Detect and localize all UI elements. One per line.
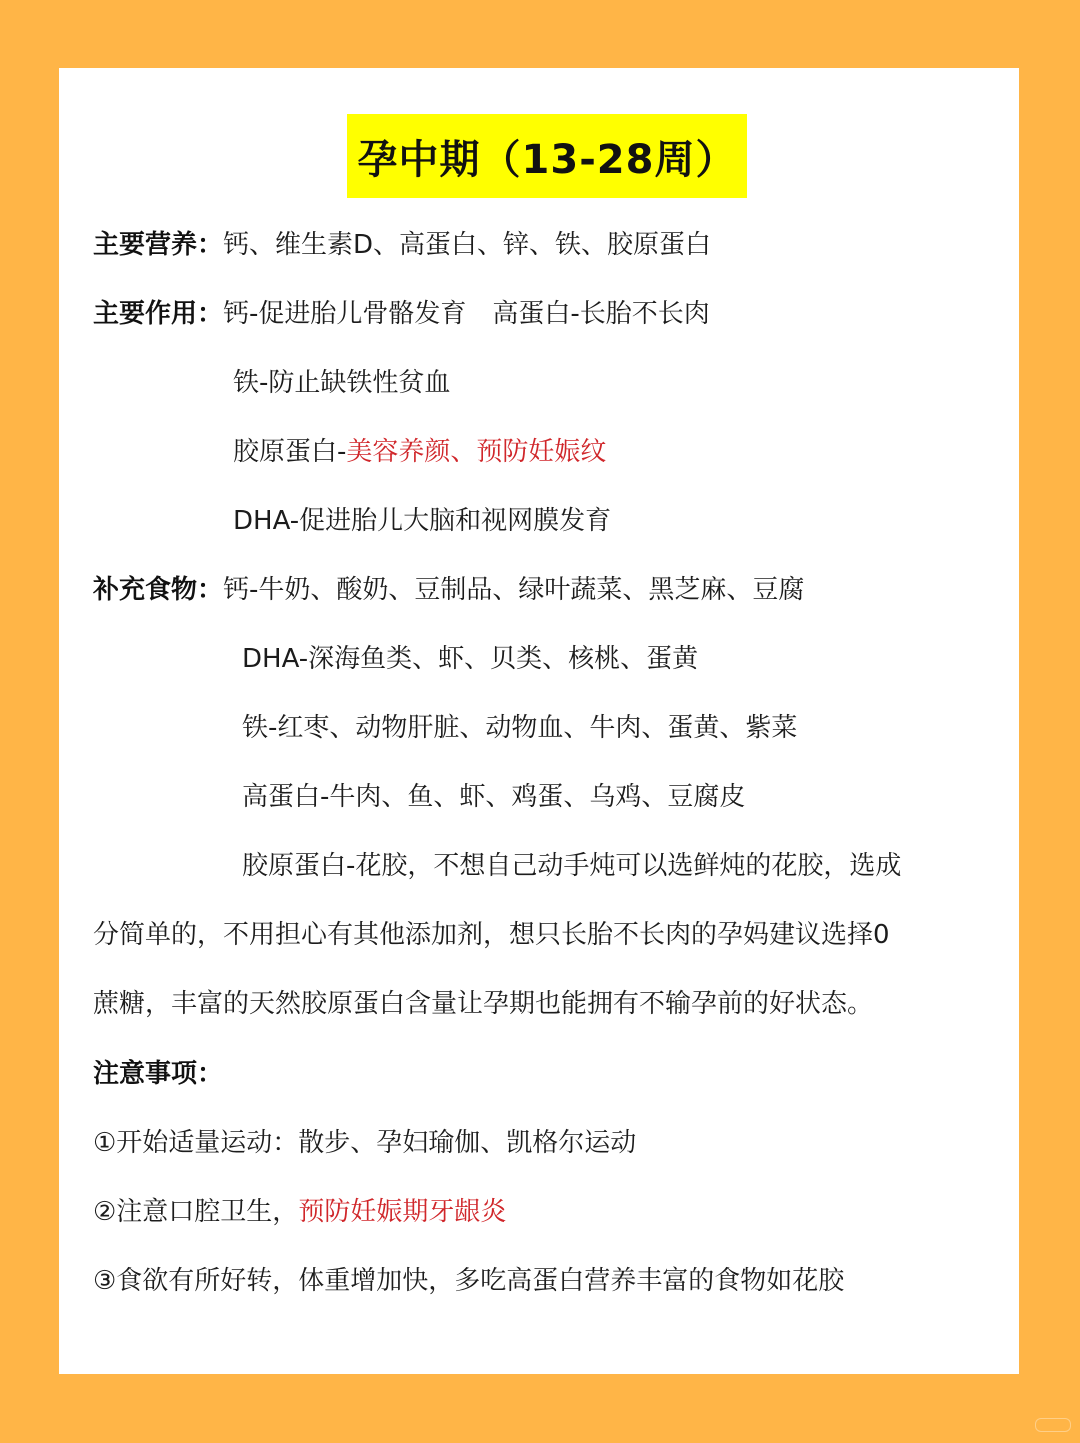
note-highlight: 预防妊娠期牙龈炎 bbox=[298, 1197, 507, 1227]
collagen-paragraph-line-1 bbox=[242, 849, 901, 883]
effects-row-3 bbox=[233, 435, 606, 469]
paragraph-text: 胶原蛋白-花胶，不想自己动手炖可以选鲜炖的花胶，选成 bbox=[242, 851, 902, 881]
effect-item: 钙-促进胎儿骨骼发育 高蛋白-长胎不长肉 bbox=[223, 299, 710, 329]
note-text: ③食欲有所好转，体重增加快，多吃高蛋白营养丰富的食物如花胶 bbox=[93, 1266, 845, 1296]
food-item: 高蛋白-牛肉、鱼、虾、鸡蛋、乌鸡、豆腐皮 bbox=[242, 782, 746, 812]
foods-row-2 bbox=[242, 642, 698, 676]
nutrition-label: 主要营养： bbox=[93, 230, 224, 260]
effect-item: DHA-促进胎儿大脑和视网膜发育 bbox=[233, 506, 612, 536]
note-item-3 bbox=[93, 1264, 844, 1298]
effect-highlight: 美容养颜、预防妊娠纹 bbox=[346, 437, 607, 467]
foods-label: 补充食物： bbox=[93, 575, 224, 605]
collagen-paragraph-line-3 bbox=[93, 987, 873, 1021]
title-highlight bbox=[347, 114, 747, 198]
nutrition-row bbox=[93, 228, 711, 262]
food-item: 钙-牛奶、酸奶、豆制品、绿叶蔬菜、黑芝麻、豆腐 bbox=[223, 575, 805, 605]
food-item: 铁-红枣、动物肝脏、动物血、牛肉、蛋黄、紫菜 bbox=[242, 713, 798, 743]
effect-item: 胶原蛋白- bbox=[233, 437, 347, 467]
note-text: ①开始适量运动：散步、孕妇瑜伽、凯格尔运动 bbox=[93, 1128, 637, 1158]
effects-row-4 bbox=[233, 504, 611, 538]
content-card bbox=[59, 68, 1019, 1374]
notes-label: 注意事项： bbox=[93, 1059, 224, 1089]
note-text: ②注意口腔卫生， bbox=[93, 1197, 299, 1227]
note-item-1 bbox=[93, 1126, 636, 1160]
foods-row-1 bbox=[93, 573, 804, 607]
collagen-paragraph-line-2 bbox=[93, 918, 890, 952]
foods-row-3 bbox=[242, 711, 797, 745]
effects-row-2 bbox=[233, 366, 450, 400]
notes-heading bbox=[93, 1057, 223, 1091]
paragraph-text: 蔗糖，丰富的天然胶原蛋白含量让孕期也能拥有不输孕前的好状态。 bbox=[93, 989, 874, 1019]
food-item: DHA-深海鱼类、虾、贝类、核桃、蛋黄 bbox=[242, 644, 699, 674]
watermark-icon bbox=[1035, 1418, 1071, 1432]
effects-row-1 bbox=[93, 297, 710, 331]
foods-row-4 bbox=[242, 780, 745, 814]
paragraph-text: 分简单的，不用担心有其他添加剂，想只长胎不长肉的孕妈建议选择0 bbox=[93, 920, 890, 950]
effects-label: 主要作用： bbox=[93, 299, 224, 329]
nutrition-value: 钙、维生素D、高蛋白、锌、铁、胶原蛋白 bbox=[223, 230, 712, 260]
effect-item: 铁-防止缺铁性贫血 bbox=[233, 368, 451, 398]
note-item-2 bbox=[93, 1195, 506, 1229]
page-title: 孕中期（13-28周） bbox=[357, 136, 737, 183]
